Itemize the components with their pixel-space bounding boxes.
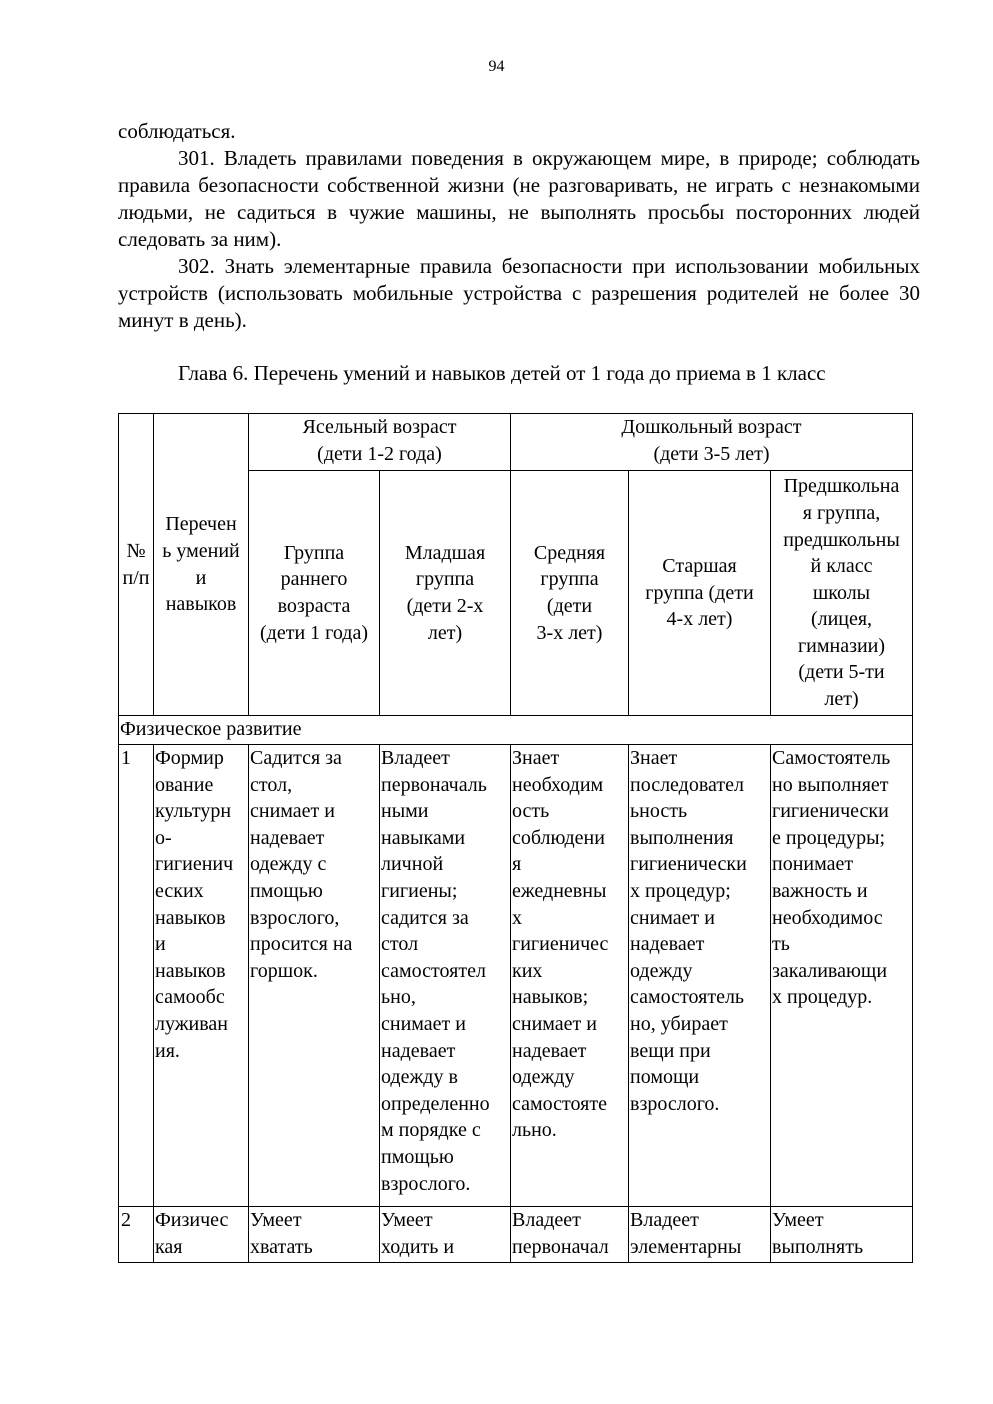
paragraph-302: 302. Знать элементарные правила безопасности при использовании мобильных устройств (использовать мобильные устройства с разрешения родителей не более 30 минут в день). bbox=[118, 254, 920, 332]
row-senior-group: Владеет элементарны bbox=[629, 1207, 771, 1263]
row-early-group: Садится за стол, снимает и надевает одежду с пмощью взрослого, просится на горшок. bbox=[249, 745, 380, 1207]
row-early-group: Умеет хватать bbox=[249, 1207, 380, 1263]
table-row bbox=[119, 1207, 913, 1263]
row-junior-group: Умеет ходить и bbox=[380, 1207, 511, 1263]
header-row-age-groups bbox=[119, 414, 913, 471]
paragraph-continuation: соблюдаться. bbox=[118, 119, 236, 143]
header-number: № п/п bbox=[119, 414, 154, 716]
header-junior-group: Младшая группа (дети 2-х лет) bbox=[380, 471, 511, 716]
row-senior-group: Знает последовател ьность выполнения гигиенически х процедур; снимает и надевает одежду самостоятель но, убирает вещи при помощи взрослого. bbox=[629, 745, 771, 1207]
row-pre-school-group: Самостоятель но выполняет гигиенически е процедуры; понимает важность и необходимос ть закаливающи х процедур. bbox=[771, 745, 913, 1207]
row-junior-group: Владеет первоначаль ными навыками личной гигиены; садится за стол самостоятел ьно, снимает и надевает одежду в определенно м порядке с пмощью взрослого. bbox=[380, 745, 511, 1207]
section-row bbox=[119, 716, 913, 745]
header-senior-group: Старшая группа (дети 4-х лет) bbox=[629, 471, 771, 716]
header-early-group: Группа раннего возраста (дети 1 года) bbox=[249, 471, 380, 716]
header-middle-group: Средняя группа (дети 3-х лет) bbox=[511, 471, 629, 716]
row-skill: Физичес кая bbox=[154, 1207, 249, 1263]
row-middle-group: Владеет первоначал bbox=[511, 1207, 629, 1263]
header-nursery-age: Ясельный возраст (дети 1-2 года) bbox=[249, 414, 511, 471]
table-row bbox=[119, 745, 913, 1207]
row-middle-group: Знает необходим ость соблюдени я ежедневны х гигиеничес ких навыков; снимает и надевает одежду самостояте льно. bbox=[511, 745, 629, 1207]
row-number: 1 bbox=[119, 745, 154, 1207]
chapter-title: Глава 6. Перечень умений и навыков детей от 1 года до приема в 1 класс bbox=[178, 361, 826, 385]
header-preschool-age: Дошкольный возраст (дети 3-5 лет) bbox=[511, 414, 913, 471]
header-skills: Перечен ь умений и навыков bbox=[154, 414, 249, 716]
paragraph-301: 301. Владеть правилами поведения в окружающем мире, в природе; соблюдать правила безопасности собственной жизни (не разговаривать, не играть с незнакомыми людьми, не садиться в чужие машины, не выполнять просьбы посторонних людей следовать за ним). bbox=[118, 146, 920, 251]
skills-table bbox=[118, 413, 913, 1263]
row-skill: Формир ование культурн о- гигиенич еских навыков и навыков самообс луживан ия. bbox=[154, 745, 249, 1207]
header-pre-school-group: Предшкольна я группа, предшкольны й класс школы (лицея, гимназии) (дети 5-ти лет) bbox=[771, 471, 913, 716]
body-text bbox=[118, 118, 920, 334]
row-number: 2 bbox=[119, 1207, 154, 1263]
page-number: 94 bbox=[488, 58, 505, 75]
section-title: Физическое развитие bbox=[119, 716, 913, 745]
row-pre-school-group: Умеет выполнять bbox=[771, 1207, 913, 1263]
